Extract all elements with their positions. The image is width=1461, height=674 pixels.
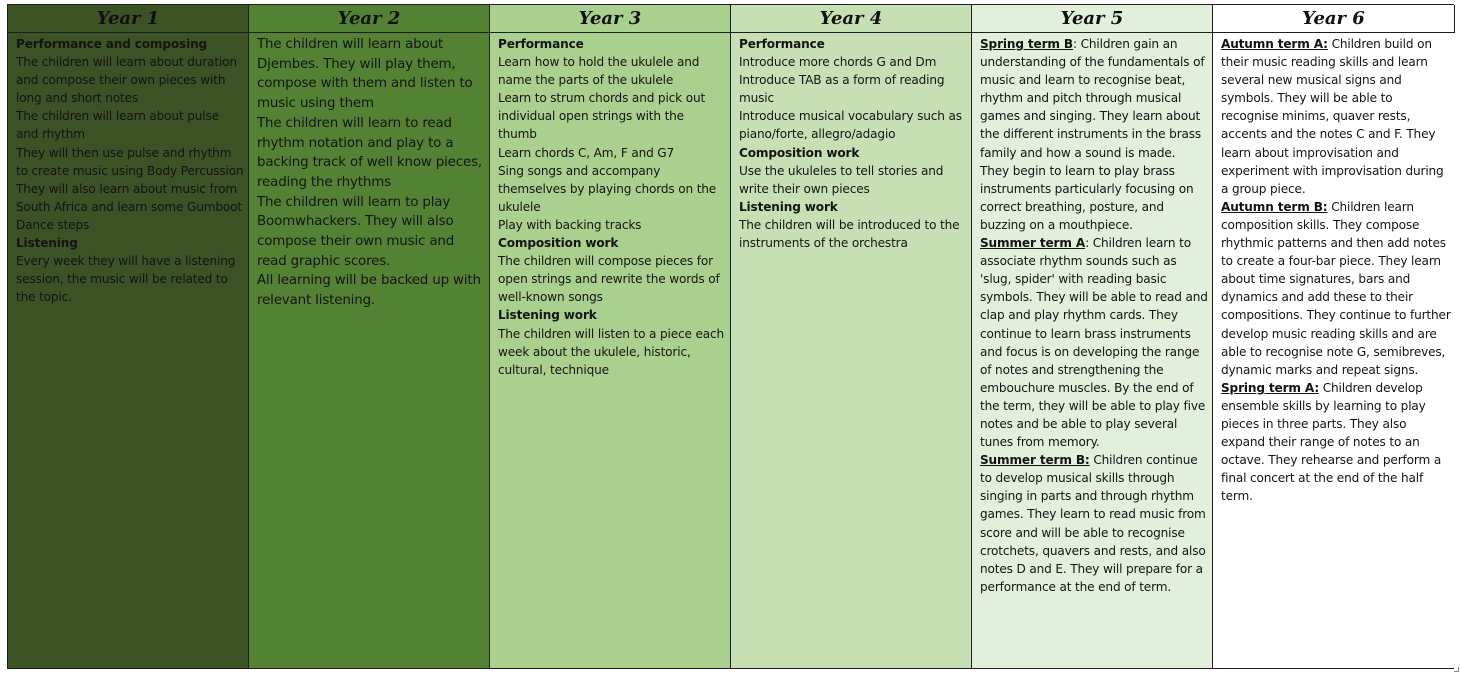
year-1-listening-text: Every week they will have a listening session, the music will be related to the topic. [16, 254, 236, 305]
year-5-summer-term-b [980, 451, 1208, 596]
year-2-djembes-text: The children will learn about Djembes. They will play them, compose with them and listen to music using them [257, 37, 473, 112]
year-5-summer-b-label: Summer term B: [980, 453, 1090, 468]
year-5-spring-b-text: Children gain an understanding of the fundamentals of music and learn to recognise beat, rhythm and pitch through musical games and singing. They learn about the different instruments in the brass family and how a sound is made. They begin to learn to play brass instruments particularly focusing on correct breathing, posture, and buzzing on a mouthpiece. [980, 37, 1205, 232]
year-6-autumn-b-text: Children learn composition skills. They compose rhythmic patterns and then add notes to create a four-bar piece. They learn about time signatures, bars and dynamics and add these to their compositions. They continue to further develop music reading skills and are able to recognise note G, semibreves, dynamic marks and repeat signs. [1221, 199, 1451, 377]
year-6-spring-a-text: Children develop ensemble skills by learning to play pieces in three parts. They also expand their range of notes to an octave. They rehearse and perform a final concert at the end of the half term. [1221, 380, 1442, 504]
year-1-listening-heading: Listening [16, 236, 78, 251]
year-3-composition-text: The children will compose pieces for open strings and rewrite the words of well-known songs [498, 254, 720, 305]
year-5-summer-a-colon: : [1085, 236, 1090, 251]
year-2-boomwhackers-text: The children will learn to play Boomwhackers. They will also compose their own music and read graphic scores. [257, 194, 455, 269]
header-year-5: Year 5 [972, 5, 1213, 33]
year-5-summer-a-label: Summer term A [980, 236, 1086, 251]
year-4-item: Introduce more chords G and Dm [739, 55, 937, 70]
resize-corner-icon [1454, 667, 1459, 672]
header-year-1: Year 1 [8, 5, 249, 33]
year-1-body-percussion-text: They will then use pulse and rhythm to create music using Body Percussion [16, 145, 244, 178]
year-2-rhythm-text: The children will learn to read rhythm notation and play to a backing track of well know pieces, reading the rhythms [257, 115, 483, 190]
year-6-autumn-a-text: Children build on their music reading skills and learn several new musical signs and symbols. They will be able to recognise minims, quaver rests, accents and the notes C and F. They learn about improvisation and experiment with improvisation during a group piece. [1221, 37, 1444, 196]
year-1-performance-heading: Performance and composing [16, 37, 208, 51]
year-2-listening-text: All learning will be backed up with relevant listening. [257, 273, 481, 309]
year-4-composition-text: Use the ukuleles to tell stories and write their own pieces [739, 163, 944, 196]
year-3-item: Play with backing tracks [498, 217, 642, 232]
year-2-cell [249, 33, 490, 668]
curriculum-table [7, 4, 1454, 669]
year-5-cell [972, 33, 1213, 668]
year-4-item: Introduce musical vocabulary such as piano/forte, allegro/adagio [739, 109, 962, 142]
header-year-4: Year 4 [731, 5, 972, 33]
year-5-spring-b-colon: : [1072, 37, 1077, 51]
year-3-item: Learn how to hold the ukulele and name the parts of the ukulele [498, 55, 700, 88]
year-3-item: Sing songs and accompany themselves by playing chords on the ukulele [498, 163, 717, 214]
year-1-south-africa-text: They will also learn about music from South Africa and learn some Gumboot Dance steps [16, 181, 242, 232]
year-3-composition-heading: Composition work [498, 236, 619, 251]
year-1-performance-text: The children will learn about duration and compose their own pieces with long and short notes [16, 55, 237, 106]
year-4-listening-text: The children will be introduced to the instruments of the orchestra [739, 217, 960, 251]
year-6-spring-a-label: Spring term A: [1221, 380, 1320, 395]
year-6-autumn-term-b [1221, 198, 1451, 379]
year-3-cell [490, 33, 731, 668]
year-3-item: Learn to strum chords and pick out individual open strings with the thumb [498, 91, 706, 142]
year-5-spring-b-label: Spring term B [980, 37, 1073, 51]
year-4-listening-heading: Listening work [739, 199, 838, 214]
year-4-item: Introduce TAB as a form of reading music [739, 73, 945, 106]
year-4-performance-heading: Performance [739, 37, 825, 51]
year-3-listening-heading: Listening work [498, 308, 597, 323]
year-6-autumn-a-label: Autumn term A: [1221, 37, 1328, 51]
year-6-spring-term-a [1221, 379, 1451, 506]
year-6-cell [1213, 33, 1455, 668]
year-6-autumn-b-label: Autumn term B: [1221, 199, 1328, 214]
year-3-performance-heading: Performance [498, 37, 584, 51]
year-4-composition-heading: Composition work [739, 145, 860, 160]
header-year-2: Year 2 [249, 5, 490, 33]
year-3-listening-text: The children will listen to a piece each week about the ukulele, historic, cultural, technique [498, 326, 725, 377]
header-year-3: Year 3 [490, 5, 731, 33]
year-1-cell [8, 33, 249, 668]
year-4-cell [731, 33, 972, 668]
year-1-pulse-text: The children will learn about pulse and rhythm [16, 109, 219, 142]
year-5-summer-b-text: Children continue to develop musical skills through singing in parts and through rhythm games. They learn to read music from score and will be able to recognise crotchets, quavers and rests, and also notes D and E. They will prepare for a performance at the end of term. [980, 453, 1206, 594]
year-6-autumn-term-a [1221, 35, 1451, 198]
year-5-summer-a-text: Children learn to associate rhythm sounds such as 'slug, spider' with reading basic symbols. They will be able to read and clap and play rhythm cards. They continue to learn brass instruments and focus is on developing the range of notes and strengthening the embouchure muscles. By the end of the term, they will be able to play five notes and be able to play several tunes from memory. [980, 236, 1208, 450]
header-year-6: Year 6 [1213, 5, 1455, 33]
year-5-spring-term-b [980, 35, 1208, 234]
year-3-item: Learn chords C, Am, F and G7 [498, 145, 675, 160]
year-5-summer-term-a [980, 234, 1208, 451]
